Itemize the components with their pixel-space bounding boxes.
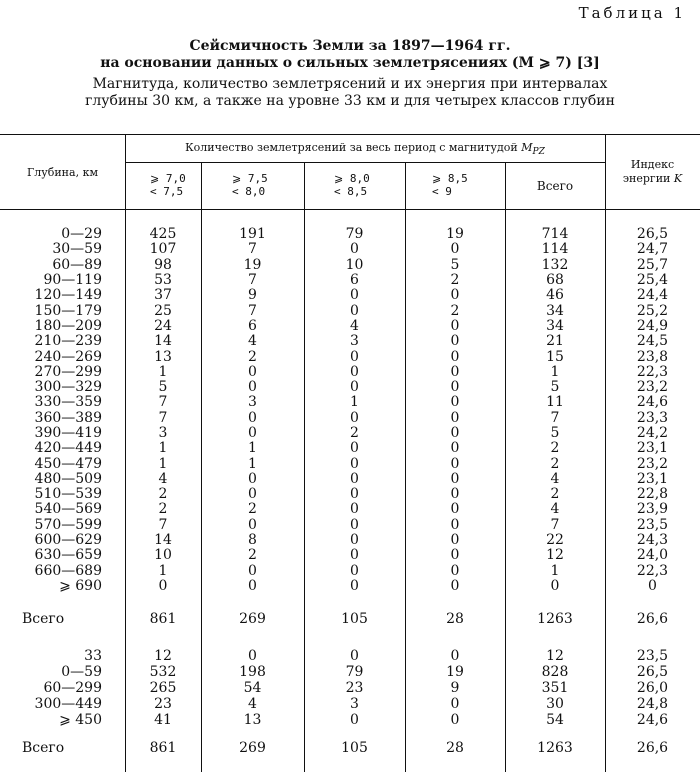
count-cell: 0 bbox=[248, 563, 257, 579]
header-energy-line-1: Индекс bbox=[630, 158, 675, 171]
header-count-group bbox=[125, 141, 605, 159]
total-cell: 714 bbox=[541, 226, 569, 242]
count-cell: 0 bbox=[248, 471, 257, 487]
count-cell: 19 bbox=[446, 664, 464, 680]
count-cell: 0 bbox=[450, 648, 460, 664]
count-cell: 0 bbox=[350, 303, 359, 319]
count-cell: 1 bbox=[248, 440, 257, 456]
count-cell: 0 bbox=[450, 333, 460, 349]
total-cell: 12 bbox=[546, 648, 564, 664]
energy-cell: 26,6 bbox=[636, 611, 669, 627]
header-count-text: Количество землетрясений за весь период с магнитудой bbox=[185, 141, 518, 154]
count-cell: 0 bbox=[450, 456, 460, 472]
count-cell: 53 bbox=[154, 272, 172, 288]
energy-cell: 24,6 bbox=[636, 394, 669, 410]
subtitle-line-1: Магнитуда, количество землетрясений и их энергия при интервалах bbox=[92, 76, 608, 92]
energy-cell: 23,9 bbox=[636, 501, 669, 517]
title-line-1: Сейсмичность Земли за 1897—1964 гг. bbox=[189, 38, 511, 54]
range-1-top: ⩾ 7,0 bbox=[150, 172, 186, 185]
total-cell: 114 bbox=[541, 241, 569, 257]
depth-cell: 33 bbox=[84, 648, 102, 664]
table-row bbox=[0, 579, 700, 594]
depth-cell: 390—419 bbox=[34, 425, 102, 441]
total-cell: 132 bbox=[541, 257, 569, 273]
count-cell: 105 bbox=[341, 611, 368, 627]
table-row bbox=[0, 665, 700, 680]
table-row bbox=[0, 426, 700, 441]
range-2-bottom: < 8,0 bbox=[232, 185, 266, 198]
table-row bbox=[0, 533, 700, 548]
count-cell: 198 bbox=[239, 664, 266, 680]
count-cell: 9 bbox=[248, 287, 257, 303]
count-cell: 0 bbox=[350, 241, 359, 257]
total-cell: 5 bbox=[550, 379, 560, 395]
count-cell: 0 bbox=[350, 547, 359, 563]
depth-cell: 540—569 bbox=[34, 501, 102, 517]
table-row bbox=[0, 564, 700, 579]
table-row bbox=[0, 411, 700, 426]
depth-cell: 210—239 bbox=[34, 333, 102, 349]
depth-cell: 510—539 bbox=[34, 486, 102, 502]
magnitude-subscript: PZ bbox=[532, 147, 545, 158]
count-cell: 0 bbox=[450, 563, 460, 579]
energy-cell: 0 bbox=[648, 578, 657, 594]
count-cell: 0 bbox=[450, 318, 460, 334]
table-row bbox=[0, 649, 700, 664]
count-cell: 269 bbox=[239, 611, 266, 627]
depth-cell: 450—479 bbox=[34, 456, 102, 472]
table-row bbox=[0, 548, 700, 563]
table-row bbox=[0, 681, 700, 696]
count-cell: 7 bbox=[248, 303, 257, 319]
count-cell: 0 bbox=[350, 349, 359, 365]
depth-cell: 300—449 bbox=[34, 696, 102, 712]
depth-cell: 480—509 bbox=[34, 471, 102, 487]
table-row bbox=[0, 713, 700, 728]
count-cell: 0 bbox=[450, 471, 460, 487]
count-cell: 4 bbox=[248, 333, 257, 349]
count-cell: 14 bbox=[154, 532, 172, 548]
count-cell: 3 bbox=[350, 696, 359, 712]
total-label: Всего bbox=[22, 740, 65, 756]
count-cell: 7 bbox=[158, 517, 168, 533]
energy-cell: 25,2 bbox=[636, 303, 669, 319]
range-4-bottom: < 9 bbox=[432, 185, 452, 198]
count-cell: 0 bbox=[350, 471, 359, 487]
table-number: Таблица 1 bbox=[578, 4, 686, 22]
header-mid-rule bbox=[125, 162, 605, 163]
total-cell: 1 bbox=[550, 364, 560, 380]
count-cell: 2 bbox=[450, 303, 460, 319]
count-cell: 107 bbox=[149, 241, 177, 257]
depth-cell: 630—659 bbox=[34, 547, 102, 563]
header-range-3 bbox=[334, 172, 370, 198]
table-row bbox=[0, 334, 700, 349]
total-cell: 351 bbox=[541, 680, 569, 696]
count-cell: 0 bbox=[350, 532, 359, 548]
energy-cell: 26,6 bbox=[636, 740, 669, 756]
count-cell: 4 bbox=[158, 471, 168, 487]
total-row bbox=[0, 612, 700, 627]
count-cell: 0 bbox=[350, 364, 359, 380]
count-cell: 7 bbox=[248, 272, 257, 288]
count-cell: 269 bbox=[239, 740, 266, 756]
depth-cell: 240—269 bbox=[34, 349, 102, 365]
count-cell: 0 bbox=[248, 364, 257, 380]
count-cell: 3 bbox=[350, 333, 359, 349]
count-cell: 0 bbox=[450, 241, 460, 257]
depth-cell: 420—449 bbox=[34, 440, 102, 456]
total-cell: 54 bbox=[546, 712, 564, 728]
range-3-bottom: < 8,5 bbox=[334, 185, 368, 198]
count-cell: 23 bbox=[154, 696, 172, 712]
count-cell: 14 bbox=[154, 333, 172, 349]
total-cell: 46 bbox=[546, 287, 564, 303]
energy-cell: 23,1 bbox=[636, 471, 669, 487]
total-cell: 1263 bbox=[537, 740, 573, 756]
table-title bbox=[0, 38, 700, 72]
count-cell: 0 bbox=[450, 287, 460, 303]
range-3-top: ⩾ 8,0 bbox=[334, 172, 370, 185]
count-cell: 0 bbox=[450, 425, 460, 441]
depth-cell: 150—179 bbox=[34, 303, 102, 319]
count-cell: 79 bbox=[345, 226, 364, 242]
count-cell: 0 bbox=[350, 517, 359, 533]
depth-cell: 270—299 bbox=[34, 364, 102, 380]
count-cell: 0 bbox=[248, 517, 257, 533]
count-cell: 13 bbox=[154, 349, 172, 365]
count-cell: 0 bbox=[450, 501, 460, 517]
total-label: Всего bbox=[22, 611, 65, 627]
total-cell: 2 bbox=[550, 456, 560, 472]
table-row bbox=[0, 380, 700, 395]
table-row bbox=[0, 472, 700, 487]
energy-cell: 24,8 bbox=[636, 696, 669, 712]
total-cell: 34 bbox=[546, 303, 564, 319]
header-energy bbox=[605, 158, 700, 186]
total-cell: 21 bbox=[546, 333, 564, 349]
count-cell: 0 bbox=[450, 696, 460, 712]
energy-cell: 23,2 bbox=[636, 379, 669, 395]
count-cell: 28 bbox=[446, 740, 464, 756]
count-cell: 3 bbox=[248, 394, 257, 410]
magnitude-symbol: M bbox=[521, 141, 533, 154]
count-cell: 532 bbox=[149, 664, 177, 680]
energy-cell: 26,0 bbox=[636, 680, 669, 696]
depth-cell: 120—149 bbox=[34, 287, 102, 303]
total-cell: 2 bbox=[550, 486, 560, 502]
count-cell: 0 bbox=[450, 578, 460, 594]
table-row bbox=[0, 350, 700, 365]
total-cell: 4 bbox=[550, 471, 560, 487]
count-cell: 7 bbox=[158, 410, 168, 426]
total-cell: 7 bbox=[550, 517, 560, 533]
count-cell: 0 bbox=[158, 578, 168, 594]
depth-cell: 330—359 bbox=[34, 394, 102, 410]
table-row bbox=[0, 288, 700, 303]
count-cell: 0 bbox=[248, 379, 257, 395]
count-cell: 1 bbox=[158, 563, 168, 579]
count-cell: 10 bbox=[154, 547, 172, 563]
count-cell: 0 bbox=[248, 578, 257, 594]
depth-cell: 300—329 bbox=[34, 379, 102, 395]
count-cell: 41 bbox=[154, 712, 172, 728]
count-cell: 0 bbox=[450, 532, 460, 548]
energy-cell: 23,5 bbox=[636, 648, 669, 664]
energy-cell: 23,3 bbox=[636, 410, 669, 426]
table-row bbox=[0, 242, 700, 257]
total-cell: 12 bbox=[546, 547, 564, 563]
count-cell: 0 bbox=[248, 410, 257, 426]
energy-cell: 22,3 bbox=[636, 364, 669, 380]
energy-cell: 24,4 bbox=[636, 287, 669, 303]
count-cell: 0 bbox=[450, 517, 460, 533]
header-energy-line-2 bbox=[605, 172, 700, 186]
count-cell: 191 bbox=[239, 226, 266, 242]
energy-cell: 23,2 bbox=[636, 456, 669, 472]
count-cell: 0 bbox=[248, 648, 257, 664]
count-cell: 0 bbox=[350, 563, 359, 579]
count-cell: 105 bbox=[341, 740, 368, 756]
count-cell: 5 bbox=[158, 379, 168, 395]
count-cell: 6 bbox=[350, 272, 359, 288]
count-cell: 9 bbox=[450, 680, 460, 696]
depth-cell: 600—629 bbox=[34, 532, 102, 548]
count-cell: 24 bbox=[154, 318, 172, 334]
count-cell: 861 bbox=[149, 740, 177, 756]
count-cell: 7 bbox=[158, 394, 168, 410]
count-cell: 19 bbox=[243, 257, 262, 273]
depth-cell: 30—59 bbox=[52, 241, 102, 257]
table-row bbox=[0, 319, 700, 334]
header-total: Всего bbox=[536, 179, 574, 193]
count-cell: 2 bbox=[248, 501, 257, 517]
title-line-2: на основании данных о сильных землетрясениях (M ⩾ 7) [3] bbox=[100, 55, 600, 71]
energy-cell: 25,4 bbox=[636, 272, 669, 288]
count-cell: 0 bbox=[248, 486, 257, 502]
count-cell: 3 bbox=[158, 425, 168, 441]
header-range-1 bbox=[150, 172, 186, 198]
count-cell: 1 bbox=[158, 364, 168, 380]
count-cell: 1 bbox=[350, 394, 359, 410]
energy-cell: 26,5 bbox=[636, 664, 669, 680]
count-cell: 0 bbox=[450, 486, 460, 502]
count-cell: 425 bbox=[149, 226, 177, 242]
header-top-rule bbox=[0, 134, 700, 135]
count-cell: 1 bbox=[158, 440, 168, 456]
total-cell: 7 bbox=[550, 410, 560, 426]
total-cell: 2 bbox=[550, 440, 560, 456]
count-cell: 265 bbox=[149, 680, 177, 696]
count-cell: 12 bbox=[154, 648, 172, 664]
count-cell: 0 bbox=[350, 712, 359, 728]
count-cell: 0 bbox=[450, 547, 460, 563]
header-bottom-rule bbox=[0, 209, 700, 210]
header-range-2 bbox=[232, 172, 268, 198]
header-depth: Глубина, км bbox=[26, 166, 98, 179]
depth-cell: 180—209 bbox=[34, 318, 102, 334]
count-cell: 0 bbox=[450, 364, 460, 380]
depth-cell: 0—29 bbox=[61, 226, 102, 242]
total-cell: 5 bbox=[550, 425, 560, 441]
count-cell: 0 bbox=[350, 578, 359, 594]
depth-cell: 0—59 bbox=[61, 664, 102, 680]
total-cell: 0 bbox=[550, 578, 560, 594]
count-cell: 861 bbox=[149, 611, 177, 627]
count-cell: 0 bbox=[350, 486, 359, 502]
total-row bbox=[0, 741, 700, 756]
energy-cell: 24,9 bbox=[636, 318, 669, 334]
energy-cell: 24,2 bbox=[636, 425, 669, 441]
count-cell: 0 bbox=[350, 287, 359, 303]
header-range-4 bbox=[432, 172, 468, 198]
count-cell: 6 bbox=[248, 318, 257, 334]
count-cell: 2 bbox=[158, 486, 168, 502]
energy-cell: 22,3 bbox=[636, 563, 669, 579]
table-row bbox=[0, 697, 700, 712]
energy-cell: 25,7 bbox=[636, 257, 669, 273]
depth-cell: 60—89 bbox=[52, 257, 102, 273]
count-cell: 37 bbox=[154, 287, 172, 303]
depth-cell: 660—689 bbox=[34, 563, 102, 579]
table-row bbox=[0, 304, 700, 319]
count-cell: 2 bbox=[350, 425, 359, 441]
energy-cell: 26,5 bbox=[636, 226, 669, 242]
total-cell: 68 bbox=[546, 272, 564, 288]
energy-cell: 24,0 bbox=[636, 547, 669, 563]
count-cell: 19 bbox=[446, 226, 464, 242]
depth-cell: 360—389 bbox=[34, 410, 102, 426]
total-cell: 30 bbox=[546, 696, 564, 712]
count-cell: 0 bbox=[450, 712, 460, 728]
total-cell: 11 bbox=[546, 394, 564, 410]
count-cell: 54 bbox=[243, 680, 262, 696]
count-cell: 4 bbox=[350, 318, 359, 334]
total-cell: 1263 bbox=[537, 611, 573, 627]
count-cell: 13 bbox=[243, 712, 262, 728]
count-cell: 0 bbox=[450, 440, 460, 456]
count-cell: 0 bbox=[248, 425, 257, 441]
table-row bbox=[0, 258, 700, 273]
table-row bbox=[0, 502, 700, 517]
range-1-bottom: < 7,5 bbox=[150, 185, 184, 198]
count-cell: 2 bbox=[450, 272, 460, 288]
table-row bbox=[0, 227, 700, 242]
count-cell: 0 bbox=[350, 456, 359, 472]
energy-cell: 24,5 bbox=[636, 333, 669, 349]
table-subtitle bbox=[0, 76, 700, 110]
total-cell: 15 bbox=[546, 349, 564, 365]
count-cell: 0 bbox=[450, 349, 460, 365]
count-cell: 5 bbox=[450, 257, 460, 273]
depth-cell: ⩾ 450 bbox=[59, 712, 102, 728]
energy-cell: 24,6 bbox=[636, 712, 669, 728]
subtitle-line-2: глубины 30 км, а также на уровне 33 км и для четырех классов глубин bbox=[85, 93, 615, 109]
header-energy-word: энергии bbox=[622, 172, 671, 185]
total-cell: 1 bbox=[550, 563, 560, 579]
count-cell: 23 bbox=[345, 680, 364, 696]
count-cell: 0 bbox=[350, 379, 359, 395]
total-cell: 22 bbox=[546, 532, 564, 548]
count-cell: 0 bbox=[450, 394, 460, 410]
count-cell: 0 bbox=[350, 648, 359, 664]
count-cell: 7 bbox=[248, 241, 257, 257]
table-row bbox=[0, 518, 700, 533]
count-cell: 8 bbox=[248, 532, 257, 548]
depth-cell: 570—599 bbox=[34, 517, 102, 533]
energy-cell: 23,1 bbox=[636, 440, 669, 456]
count-cell: 1 bbox=[158, 456, 168, 472]
count-cell: 79 bbox=[345, 664, 364, 680]
energy-cell: 22,8 bbox=[636, 486, 669, 502]
total-cell: 34 bbox=[546, 318, 564, 334]
energy-cell: 24,7 bbox=[636, 241, 669, 257]
count-cell: 0 bbox=[350, 410, 359, 426]
depth-cell: ⩾ 690 bbox=[59, 578, 102, 594]
table-row bbox=[0, 273, 700, 288]
count-cell: 4 bbox=[248, 696, 257, 712]
table-row bbox=[0, 395, 700, 410]
range-2-top: ⩾ 7,5 bbox=[232, 172, 268, 185]
count-cell: 2 bbox=[248, 547, 257, 563]
count-cell: 0 bbox=[450, 379, 460, 395]
count-cell: 0 bbox=[350, 440, 359, 456]
energy-cell: 24,3 bbox=[636, 532, 669, 548]
count-cell: 0 bbox=[450, 410, 460, 426]
table-row bbox=[0, 487, 700, 502]
depth-cell: 90—119 bbox=[43, 272, 102, 288]
table-row bbox=[0, 441, 700, 456]
total-cell: 4 bbox=[550, 501, 560, 517]
count-cell: 98 bbox=[154, 257, 172, 273]
energy-symbol: K bbox=[673, 172, 683, 185]
count-cell: 0 bbox=[350, 501, 359, 517]
count-cell: 25 bbox=[154, 303, 172, 319]
total-cell: 828 bbox=[541, 664, 569, 680]
depth-cell: 60—299 bbox=[43, 680, 102, 696]
range-4-top: ⩾ 8,5 bbox=[432, 172, 468, 185]
count-cell: 2 bbox=[248, 349, 257, 365]
energy-cell: 23,8 bbox=[636, 349, 669, 365]
count-cell: 10 bbox=[345, 257, 364, 273]
count-cell: 1 bbox=[248, 456, 257, 472]
energy-cell: 23,5 bbox=[636, 517, 669, 533]
count-cell: 2 bbox=[158, 501, 168, 517]
table-row bbox=[0, 457, 700, 472]
table-row bbox=[0, 365, 700, 380]
count-cell: 28 bbox=[446, 611, 464, 627]
